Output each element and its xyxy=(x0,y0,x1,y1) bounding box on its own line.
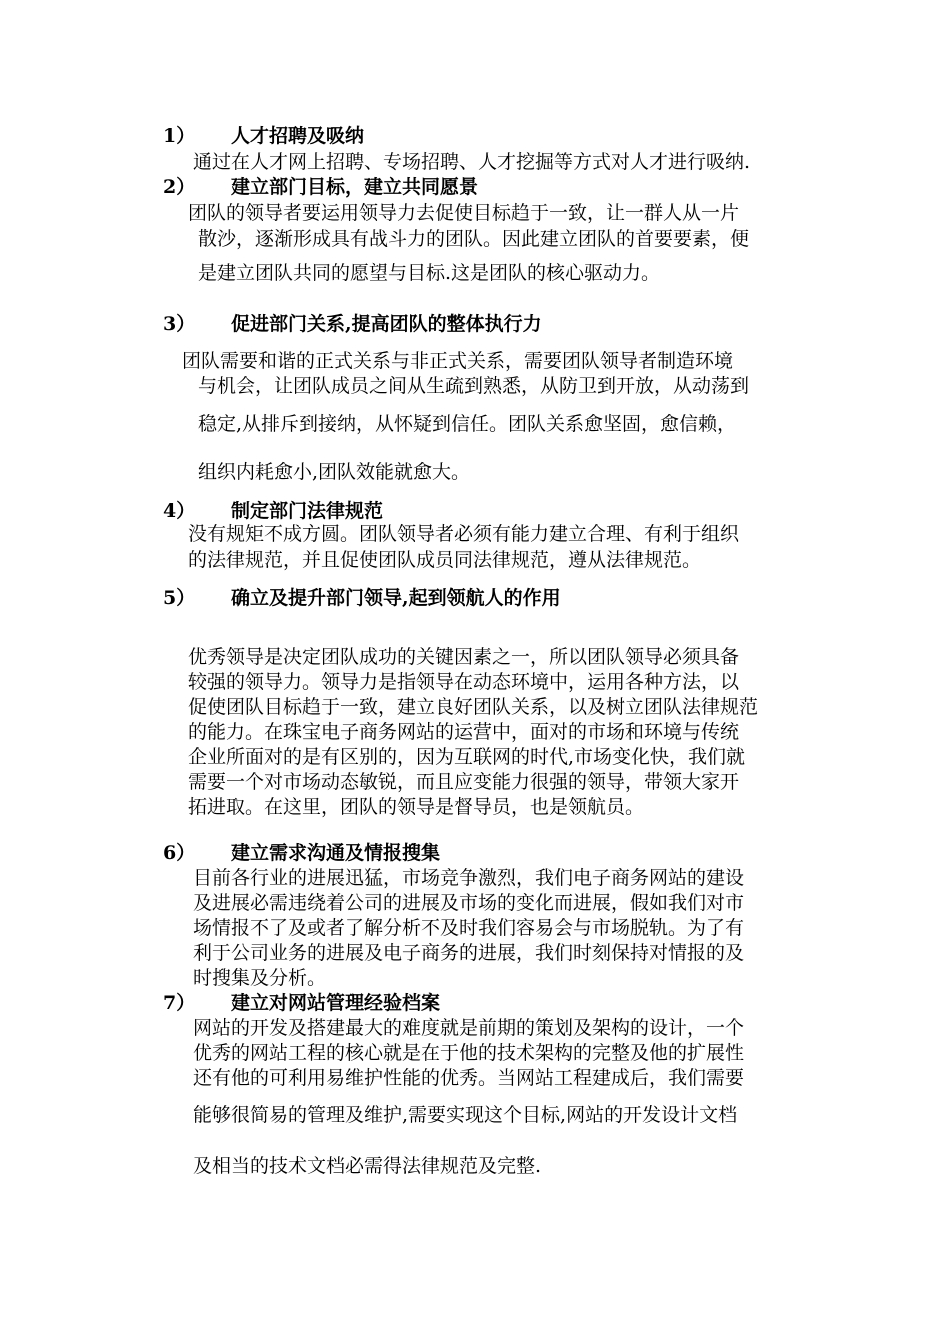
paragraph-line: 还有他的可利用易维护性能的优秀。当网站工程建成后，我们需要 xyxy=(193,1067,745,1089)
paragraph-line: 促使团队目标趋于一致，建立良好团队关系，以及树立团队法律规范 xyxy=(188,696,759,718)
paragraph-line: 能够很简易的管理及维护,需要实现这个目标,网站的开发设计文档 xyxy=(193,1104,738,1126)
section-title: 确立及提升部门领导,起到领航人的作用 xyxy=(231,587,561,609)
section-number: 7） xyxy=(163,992,196,1014)
section-number: 2） xyxy=(163,176,196,198)
paragraph-line: 与机会，让团队成员之间从生疏到熟悉，从防卫到开放，从动荡到 xyxy=(198,375,750,397)
paragraph-line: 组织内耗愈小,团队效能就愈大。 xyxy=(198,461,471,483)
paragraph-line: 及相当的技术文档必需得法律规范及完整. xyxy=(193,1155,542,1177)
paragraph-line: 的能力。在珠宝电子商务网站的运营中，面对的市场和环境与传统 xyxy=(188,721,740,743)
paragraph-line: 较强的领导力。领导力是指领导在动态环境中，运用各种方法，以 xyxy=(188,671,740,693)
paragraph-line: 时搜集及分析。 xyxy=(193,967,327,989)
paragraph-line: 及进展必需违绕着公司的进展及市场的变化而进展，假如我们对市 xyxy=(193,892,745,914)
paragraph-line: 是建立团队共同的愿望与目标.这是团队的核心驱动力。 xyxy=(198,262,661,284)
paragraph-line: 优秀领导是决定团队成功的关键因素之一，所以团队领导必须具备 xyxy=(188,646,740,668)
section-title: 建立对网站管理经验档案 xyxy=(231,992,441,1014)
paragraph-line: 利于公司业务的进展及电子商务的进展，我们时刻保持对情报的及 xyxy=(193,942,745,964)
paragraph-line: 目前各行业的进展迅猛，市场竞争激烈，我们电子商务网站的建设 xyxy=(193,867,745,889)
paragraph-line: 通过在人才网上招聘、专场招聘、人才挖掘等方式对人才进行吸纳. xyxy=(193,151,751,173)
paragraph-line: 网站的开发及搭建最大的难度就是前期的策划及架构的设计，一个 xyxy=(193,1017,745,1039)
section-number: 1） xyxy=(163,125,196,147)
paragraph-line: 企业所面对的是有区别的，因为互联网的时代,市场变化快，我们就 xyxy=(188,746,746,768)
paragraph-line: 没有规矩不成方圆。团队领导者必须有能力建立合理、有利于组织 xyxy=(188,523,740,545)
section-title: 制定部门法律规范 xyxy=(231,500,384,522)
section-title: 促进部门关系,提高团队的整体执行力 xyxy=(231,313,542,335)
paragraph-line: 的法律规范，并且促使团队成员同法律规范，遵从法律规范。 xyxy=(188,549,702,571)
paragraph-line: 散沙，逐渐形成具有战斗力的团队。因此建立团队的首要要素，便 xyxy=(198,228,750,250)
section-number: 3） xyxy=(163,313,196,335)
section-number: 6） xyxy=(163,842,196,864)
paragraph-line: 稳定,从排斥到接纳，从怀疑到信任。团队关系愈坚固，愈信赖， xyxy=(198,413,737,435)
paragraph-line: 拓进取。在这里，团队的领导是督导员，也是领航员。 xyxy=(188,796,645,818)
section-number: 4） xyxy=(163,500,196,522)
section-title: 建立需求沟通及情报搜集 xyxy=(231,842,441,864)
section-title: 建立部门目标，建立共同愿景 xyxy=(231,176,479,198)
section-title: 人才招聘及吸纳 xyxy=(231,125,365,147)
paragraph-line: 优秀的网站工程的核心就是在于他的技术架构的完整及他的扩展性 xyxy=(193,1042,745,1064)
paragraph-line: 团队需要和谐的正式关系与非正式关系，需要团队领导者制造环境 xyxy=(182,350,734,372)
paragraph-line: 场情报不了及或者了解分析不及时我们容易会与市场脱轨。为了有 xyxy=(193,917,745,939)
paragraph-line: 需要一个对市场动态敏锐，而且应变能力很强的领导，带领大家开 xyxy=(188,771,740,793)
section-number: 5） xyxy=(163,587,196,609)
paragraph-line: 团队的领导者要运用领导力去促使目标趋于一致，让一群人从一片 xyxy=(188,202,740,224)
